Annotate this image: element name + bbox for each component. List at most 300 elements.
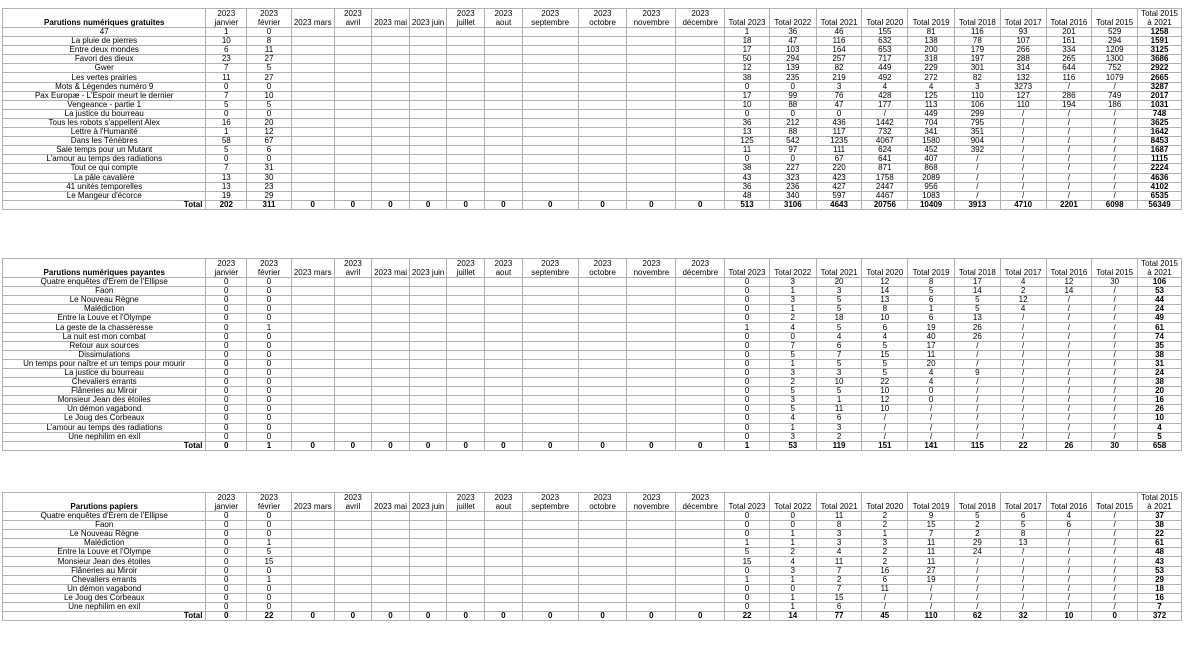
value-cell: 0: [247, 396, 292, 405]
title-cell: Le Joug des Corbeaux: [3, 593, 206, 602]
value-cell: [291, 521, 334, 530]
value-cell: [372, 146, 410, 155]
value-cell: /: [1000, 191, 1046, 200]
value-cell: /: [1092, 191, 1138, 200]
value-cell: 1209: [1092, 46, 1138, 55]
table-row: [3, 28, 1182, 37]
value-cell: 53: [1138, 566, 1182, 575]
value-cell: 11: [816, 557, 862, 566]
value-cell: 116: [816, 37, 862, 46]
value-cell: 14: [769, 612, 816, 621]
value-cell: [485, 359, 523, 368]
value-cell: [522, 566, 578, 575]
value-cell: 3: [769, 368, 816, 377]
value-cell: 16: [1138, 593, 1182, 602]
value-cell: [522, 557, 578, 566]
value-cell: 13: [206, 173, 247, 182]
value-cell: [334, 37, 372, 46]
value-cell: 0: [1092, 612, 1138, 621]
value-cell: 0: [206, 602, 247, 611]
value-cell: /: [1046, 593, 1092, 602]
value-cell: [522, 109, 578, 118]
value-cell: [409, 82, 447, 91]
value-cell: 220: [816, 164, 862, 173]
column-header: Total 2017: [1000, 493, 1046, 512]
value-cell: 323: [769, 173, 816, 182]
column-header: Total 2019: [908, 259, 955, 278]
value-cell: [522, 414, 578, 423]
table-row: [3, 109, 1182, 118]
value-cell: 4: [1000, 305, 1046, 314]
value-cell: [372, 37, 410, 46]
value-cell: /: [1092, 557, 1138, 566]
value-cell: [485, 46, 523, 55]
value-cell: 15: [862, 350, 908, 359]
value-cell: [334, 137, 372, 146]
column-header: 2023 avril: [334, 9, 372, 28]
value-cell: 0: [725, 566, 770, 575]
title-cell: Dissimulations: [3, 350, 206, 359]
value-cell: /: [1092, 521, 1138, 530]
value-cell: [676, 191, 725, 200]
value-cell: [676, 584, 725, 593]
column-header: 2023 avril: [334, 493, 372, 512]
value-cell: 314: [1000, 64, 1046, 73]
value-cell: [627, 118, 676, 127]
value-cell: /: [1000, 118, 1046, 127]
value-cell: [372, 423, 410, 432]
value-cell: /: [1046, 314, 1092, 323]
value-cell: [409, 55, 447, 64]
value-cell: 3125: [1138, 46, 1182, 55]
value-cell: 78: [954, 37, 1000, 46]
value-cell: 2: [816, 575, 862, 584]
value-cell: 127: [1000, 91, 1046, 100]
column-header: 2023 novembre: [627, 259, 676, 278]
value-cell: 265: [1046, 55, 1092, 64]
value-cell: [334, 182, 372, 191]
value-cell: [447, 548, 485, 557]
value-cell: [372, 512, 410, 521]
column-header: 2023 février: [247, 259, 292, 278]
value-cell: [372, 28, 410, 37]
value-cell: 0: [206, 548, 247, 557]
table-row: [3, 278, 1182, 287]
value-cell: [627, 73, 676, 82]
value-cell: [291, 118, 334, 127]
value-cell: [676, 55, 725, 64]
value-cell: 12: [1000, 296, 1046, 305]
value-cell: [627, 414, 676, 423]
value-cell: [627, 539, 676, 548]
column-header: Total 2021: [816, 9, 862, 28]
value-cell: [372, 530, 410, 539]
value-cell: 56349: [1138, 200, 1182, 209]
value-cell: /: [1046, 146, 1092, 155]
value-cell: 48: [1138, 548, 1182, 557]
value-cell: [372, 557, 410, 566]
value-cell: [334, 64, 372, 73]
value-cell: 1: [769, 423, 816, 432]
value-cell: [447, 82, 485, 91]
value-cell: 24: [1138, 305, 1182, 314]
value-cell: [676, 548, 725, 557]
value-cell: 6: [816, 341, 862, 350]
value-cell: /: [1000, 128, 1046, 137]
value-cell: [409, 164, 447, 173]
value-cell: /: [1046, 557, 1092, 566]
value-cell: [627, 314, 676, 323]
column-header: Total 2018: [954, 259, 1000, 278]
value-cell: 13: [725, 128, 770, 137]
value-cell: [372, 332, 410, 341]
value-cell: 43: [725, 173, 770, 182]
value-cell: 4467: [862, 191, 908, 200]
value-cell: 644: [1046, 64, 1092, 73]
value-cell: /: [1046, 332, 1092, 341]
value-cell: 5: [816, 305, 862, 314]
value-cell: 257: [816, 55, 862, 64]
value-cell: [409, 37, 447, 46]
value-cell: 0: [247, 368, 292, 377]
table-row: [3, 423, 1182, 432]
value-cell: 0: [247, 602, 292, 611]
value-cell: /: [1092, 359, 1138, 368]
value-cell: [578, 575, 627, 584]
value-cell: 5: [725, 548, 770, 557]
section-title: Parutions numériques payantes: [3, 259, 206, 278]
value-cell: [447, 55, 485, 64]
value-cell: [676, 414, 725, 423]
value-cell: [334, 602, 372, 611]
value-cell: [447, 405, 485, 414]
title-cell: La justice du bourreau: [3, 368, 206, 377]
value-cell: [409, 73, 447, 82]
value-cell: /: [1046, 128, 1092, 137]
value-cell: [578, 557, 627, 566]
value-cell: [334, 423, 372, 432]
column-header: Total 2020: [862, 9, 908, 28]
value-cell: [372, 323, 410, 332]
value-cell: 0: [522, 200, 578, 209]
value-cell: [372, 359, 410, 368]
value-cell: [334, 405, 372, 414]
value-cell: [627, 341, 676, 350]
table-row: [3, 323, 1182, 332]
value-cell: [334, 539, 372, 548]
value-cell: 0: [578, 200, 627, 209]
value-cell: 7: [769, 341, 816, 350]
value-cell: [627, 182, 676, 191]
column-header: 2023 mai: [372, 9, 410, 28]
value-cell: 0: [725, 350, 770, 359]
value-cell: [676, 387, 725, 396]
value-cell: 1115: [1138, 155, 1182, 164]
value-cell: 0: [725, 405, 770, 414]
value-cell: /: [1046, 584, 1092, 593]
value-cell: [627, 278, 676, 287]
value-cell: 0: [578, 612, 627, 621]
value-cell: [522, 173, 578, 182]
value-cell: [676, 305, 725, 314]
value-cell: [447, 414, 485, 423]
value-cell: [485, 164, 523, 173]
title-cell: Mots & Légendes numéro 9: [3, 82, 206, 91]
value-cell: [578, 82, 627, 91]
column-header: 2023 aout: [485, 493, 523, 512]
value-cell: /: [954, 155, 1000, 164]
value-cell: 139: [769, 64, 816, 73]
value-cell: [372, 396, 410, 405]
title-cell: Entre la Louve et l'Olympe: [3, 548, 206, 557]
value-cell: 3: [769, 278, 816, 287]
value-cell: 36: [769, 28, 816, 37]
column-header: 2023 mars: [291, 259, 334, 278]
column-header: Total 2015: [1092, 493, 1138, 512]
title-cell: 47: [3, 28, 206, 37]
value-cell: 11: [908, 350, 955, 359]
value-cell: /: [1092, 368, 1138, 377]
value-cell: [627, 287, 676, 296]
value-cell: [334, 155, 372, 164]
value-cell: 3: [769, 432, 816, 441]
value-cell: 0: [725, 332, 770, 341]
value-cell: /: [1000, 548, 1046, 557]
value-cell: [522, 584, 578, 593]
value-cell: [334, 350, 372, 359]
value-cell: /: [1000, 164, 1046, 173]
value-cell: [627, 575, 676, 584]
value-cell: [409, 602, 447, 611]
column-header: Total 2016: [1046, 9, 1092, 28]
value-cell: 0: [522, 612, 578, 621]
section-title: Parutions papiers: [3, 493, 206, 512]
value-cell: 0: [676, 441, 725, 450]
value-cell: [485, 387, 523, 396]
title-cell: Faon: [3, 287, 206, 296]
value-cell: 12: [725, 64, 770, 73]
value-cell: [485, 512, 523, 521]
value-cell: 29: [1138, 575, 1182, 584]
table-row: [3, 575, 1182, 584]
value-cell: /: [1046, 368, 1092, 377]
value-cell: /: [1000, 314, 1046, 323]
value-cell: [485, 55, 523, 64]
total-row: [3, 612, 1182, 621]
value-cell: [372, 55, 410, 64]
value-cell: /: [1092, 423, 1138, 432]
value-cell: 2: [954, 530, 1000, 539]
value-cell: 11: [816, 405, 862, 414]
table-row: [3, 46, 1182, 55]
value-cell: [334, 368, 372, 377]
table-row: [3, 296, 1182, 305]
value-cell: 2: [862, 512, 908, 521]
value-cell: 341: [908, 128, 955, 137]
value-cell: [676, 593, 725, 602]
value-cell: 8: [247, 37, 292, 46]
value-cell: 0: [247, 109, 292, 118]
value-cell: 20: [247, 118, 292, 127]
value-cell: 82: [954, 73, 1000, 82]
value-cell: 110: [954, 91, 1000, 100]
value-cell: [291, 46, 334, 55]
value-cell: [447, 64, 485, 73]
value-cell: /: [1046, 118, 1092, 127]
value-cell: 99: [769, 91, 816, 100]
value-cell: 1: [725, 323, 770, 332]
value-cell: 4: [769, 414, 816, 423]
value-cell: [372, 64, 410, 73]
value-cell: 294: [1092, 37, 1138, 46]
value-cell: 20756: [862, 200, 908, 209]
value-cell: 10409: [908, 200, 955, 209]
value-cell: [409, 359, 447, 368]
value-cell: 3: [769, 296, 816, 305]
value-cell: 0: [725, 423, 770, 432]
value-cell: 15: [908, 521, 955, 530]
value-cell: /: [954, 432, 1000, 441]
value-cell: 36: [725, 118, 770, 127]
value-cell: 7: [206, 91, 247, 100]
value-cell: [522, 405, 578, 414]
value-cell: [578, 118, 627, 127]
value-cell: 24: [954, 548, 1000, 557]
value-cell: [627, 405, 676, 414]
value-cell: [676, 341, 725, 350]
value-cell: /: [1046, 530, 1092, 539]
value-cell: 732: [862, 128, 908, 137]
value-cell: 1: [206, 28, 247, 37]
value-cell: /: [954, 350, 1000, 359]
value-cell: [627, 602, 676, 611]
value-cell: [291, 387, 334, 396]
value-cell: [485, 539, 523, 548]
value-cell: [372, 173, 410, 182]
value-cell: 107: [1000, 37, 1046, 46]
value-cell: [334, 584, 372, 593]
value-cell: 53: [769, 441, 816, 450]
table-row: [3, 146, 1182, 155]
value-cell: 10: [862, 405, 908, 414]
value-cell: [485, 37, 523, 46]
value-cell: [578, 191, 627, 200]
value-cell: [578, 378, 627, 387]
value-cell: 7: [816, 350, 862, 359]
section-table: [2, 8, 1182, 210]
value-cell: 513: [725, 200, 770, 209]
title-cell: Les vertes prairies: [3, 73, 206, 82]
value-cell: [522, 539, 578, 548]
value-cell: 0: [908, 387, 955, 396]
value-cell: 1: [769, 305, 816, 314]
table-row: [3, 548, 1182, 557]
value-cell: [485, 155, 523, 164]
value-cell: 1442: [862, 118, 908, 127]
column-header: 2023 janvier: [206, 9, 247, 28]
value-cell: 22: [1000, 441, 1046, 450]
value-cell: [334, 359, 372, 368]
value-cell: 48: [725, 191, 770, 200]
value-cell: 15: [247, 557, 292, 566]
value-cell: [485, 378, 523, 387]
value-cell: 5: [769, 350, 816, 359]
value-cell: 19: [908, 323, 955, 332]
value-cell: 11: [206, 73, 247, 82]
value-cell: [676, 82, 725, 91]
value-cell: [409, 118, 447, 127]
value-cell: [627, 359, 676, 368]
value-cell: [372, 191, 410, 200]
value-cell: 0: [627, 612, 676, 621]
total-label: Total: [3, 441, 206, 450]
value-cell: [627, 566, 676, 575]
value-cell: [676, 182, 725, 191]
value-cell: 1642: [1138, 128, 1182, 137]
value-cell: [627, 82, 676, 91]
column-header: 2023 janvier: [206, 259, 247, 278]
value-cell: /: [908, 414, 955, 423]
value-cell: [372, 73, 410, 82]
value-cell: [447, 314, 485, 323]
value-cell: 423: [816, 173, 862, 182]
value-cell: [522, 378, 578, 387]
value-cell: 62: [954, 612, 1000, 621]
value-cell: 0: [485, 200, 523, 209]
value-cell: 194: [1046, 100, 1092, 109]
value-cell: [334, 566, 372, 575]
value-cell: 0: [372, 612, 410, 621]
value-cell: [522, 575, 578, 584]
column-header: Total 2022: [769, 9, 816, 28]
value-cell: [447, 539, 485, 548]
value-cell: /: [1092, 323, 1138, 332]
value-cell: 3: [816, 423, 862, 432]
value-cell: [627, 368, 676, 377]
value-cell: 2: [769, 548, 816, 557]
value-cell: 47: [769, 37, 816, 46]
value-cell: [447, 378, 485, 387]
value-cell: 0: [725, 512, 770, 521]
value-cell: 106: [954, 100, 1000, 109]
value-cell: /: [1000, 109, 1046, 118]
value-cell: 32: [1000, 612, 1046, 621]
value-cell: 11: [908, 557, 955, 566]
column-header: 2023 juillet: [447, 259, 485, 278]
table-row: [3, 164, 1182, 173]
column-header: Total 2022: [769, 259, 816, 278]
value-cell: 0: [725, 530, 770, 539]
value-cell: [676, 396, 725, 405]
value-cell: 0: [676, 612, 725, 621]
value-cell: 11: [725, 146, 770, 155]
value-cell: [409, 539, 447, 548]
value-cell: 2922: [1138, 64, 1182, 73]
value-cell: [522, 432, 578, 441]
value-cell: /: [1092, 341, 1138, 350]
value-cell: 1258: [1138, 28, 1182, 37]
value-cell: 0: [769, 584, 816, 593]
value-cell: 0: [206, 414, 247, 423]
value-cell: 10: [247, 91, 292, 100]
value-cell: [676, 423, 725, 432]
value-cell: [447, 173, 485, 182]
value-cell: 1235: [816, 137, 862, 146]
value-cell: [447, 512, 485, 521]
value-cell: /: [908, 593, 955, 602]
value-cell: [334, 530, 372, 539]
value-cell: [334, 100, 372, 109]
